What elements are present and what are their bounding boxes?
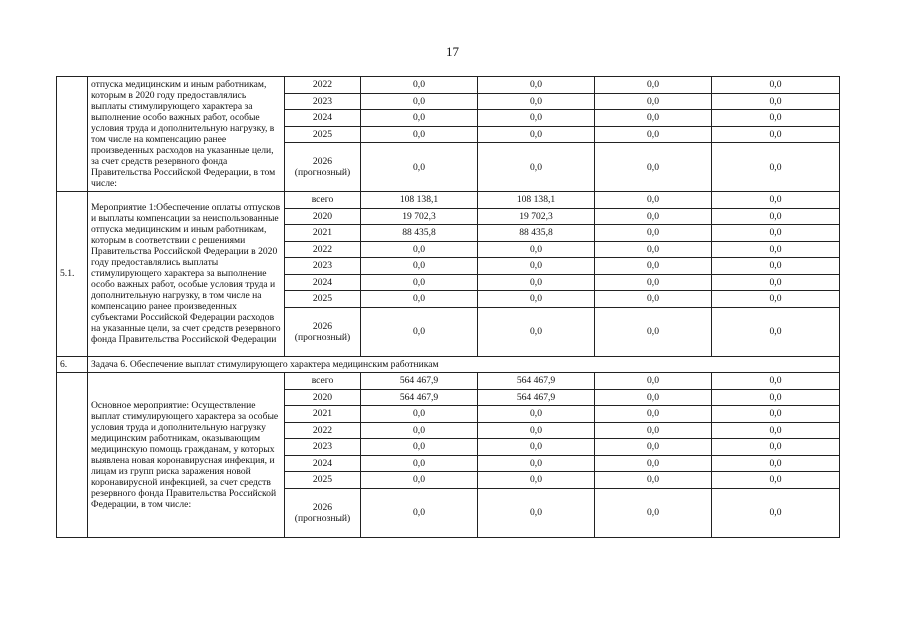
amount-cell: 0,0 (595, 225, 712, 242)
amount-cell: 0,0 (712, 192, 840, 209)
table-block-c (57, 373, 840, 538)
year-cell: 2021 (285, 225, 361, 242)
page-number: 17 (446, 44, 459, 59)
amount-cell: 0,0 (712, 389, 840, 406)
amount-cell: 0,0 (712, 439, 840, 456)
year-cell: всего (285, 192, 361, 209)
amount-cell: 0,0 (595, 192, 712, 209)
amount-cell: 0,0 (595, 77, 712, 94)
year-cell: 2021 (285, 406, 361, 423)
amount-cell: 0,0 (712, 143, 840, 192)
year-cell: 2023 (285, 93, 361, 110)
table-row (57, 373, 840, 390)
activity-description: Мероприятие 1:Обеспечение оплаты отпусков и выплаты компенсации за неиспользованные отпуска медицинским и иным работникам, которым в соответствии с решениями Правительства Российской Федерации в 2020 году предоставлялись выплаты стимулирующего характера за выполнение особо важных работ, особые условия труда и дополнительную нагрузку, в том числе на компенсацию ранее произведенных субъектами Российской Федерации расходов на указанные цели, за счет средств резервного фонда Правительства Российской Федерации (88, 192, 285, 357)
amount-cell: 564 467,9 (361, 389, 478, 406)
amount-cell: 0,0 (478, 291, 595, 308)
amount-cell: 0,0 (478, 143, 595, 192)
amount-cell: 0,0 (595, 93, 712, 110)
amount-cell: 564 467,9 (478, 389, 595, 406)
row-number (57, 373, 88, 538)
year-cell: всего (285, 373, 361, 390)
amount-cell: 0,0 (478, 77, 595, 94)
amount-cell: 0,0 (595, 307, 712, 356)
year-cell: 2022 (285, 241, 361, 258)
amount-cell: 0,0 (595, 241, 712, 258)
amount-cell: 0,0 (478, 241, 595, 258)
amount-cell: 0,0 (595, 389, 712, 406)
year-cell: 2025 (285, 291, 361, 308)
year-cell: 2026 (прогнозный) (285, 488, 361, 537)
amount-cell: 0,0 (478, 455, 595, 472)
amount-cell: 0,0 (595, 406, 712, 423)
amount-cell: 108 138,1 (361, 192, 478, 209)
year-cell: 2023 (285, 258, 361, 275)
amount-cell: 0,0 (595, 110, 712, 127)
year-cell: 2025 (285, 472, 361, 489)
amount-cell: 0,0 (595, 258, 712, 275)
amount-cell: 564 467,9 (361, 373, 478, 390)
activity-description: отпуска медицинским и иным работникам, которым в 2020 году предоставлялись выплаты стимулирующего характера за выполнение особо важных работ, особые условия труда и дополнительную нагрузку, в том числе на компенсацию ранее произведенных расходов на указанные цели, за счет средств резервного фонда Правительства Российской Федерации, в том числе: (88, 77, 285, 192)
amount-cell: 0,0 (712, 241, 840, 258)
task-title: Задача 6. Обеспечение выплат стимулирующего характера медицинским работникам (88, 356, 840, 373)
amount-cell: 0,0 (478, 110, 595, 127)
amount-cell: 0,0 (712, 110, 840, 127)
amount-cell: 0,0 (361, 307, 478, 356)
amount-cell: 0,0 (361, 274, 478, 291)
amount-cell: 0,0 (361, 472, 478, 489)
amount-cell: 0,0 (712, 208, 840, 225)
year-cell: 2022 (285, 422, 361, 439)
amount-cell: 0,0 (595, 126, 712, 143)
amount-cell: 0,0 (361, 110, 478, 127)
amount-cell: 0,0 (595, 455, 712, 472)
amount-cell: 0,0 (712, 373, 840, 390)
amount-cell: 0,0 (361, 126, 478, 143)
amount-cell: 0,0 (712, 291, 840, 308)
amount-cell: 0,0 (478, 439, 595, 456)
amount-cell: 88 435,8 (361, 225, 478, 242)
amount-cell: 0,0 (712, 274, 840, 291)
table-row (57, 192, 840, 209)
amount-cell: 0,0 (595, 472, 712, 489)
amount-cell: 0,0 (712, 406, 840, 423)
amount-cell: 19 702,3 (478, 208, 595, 225)
year-cell: 2022 (285, 77, 361, 94)
amount-cell: 0,0 (361, 241, 478, 258)
year-cell: 2026 (прогнозный) (285, 307, 361, 356)
year-cell: 2025 (285, 126, 361, 143)
amount-cell: 0,0 (361, 439, 478, 456)
amount-cell: 0,0 (712, 307, 840, 356)
row-number: 5.1. (57, 192, 88, 357)
amount-cell: 0,0 (595, 488, 712, 537)
table-block-a (57, 77, 840, 192)
amount-cell: 0,0 (361, 258, 478, 275)
amount-cell: 0,0 (712, 472, 840, 489)
amount-cell: 0,0 (712, 488, 840, 537)
amount-cell: 0,0 (712, 126, 840, 143)
amount-cell: 0,0 (361, 488, 478, 537)
task-number: 6. (57, 356, 88, 373)
task-row-group (57, 356, 840, 373)
amount-cell: 0,0 (478, 258, 595, 275)
amount-cell: 0,0 (712, 422, 840, 439)
amount-cell: 108 138,1 (478, 192, 595, 209)
year-cell: 2020 (285, 389, 361, 406)
amount-cell: 0,0 (595, 422, 712, 439)
year-cell: 2024 (285, 274, 361, 291)
amount-cell: 0,0 (478, 472, 595, 489)
budget-table (56, 76, 840, 538)
amount-cell: 88 435,8 (478, 225, 595, 242)
amount-cell: 19 702,3 (361, 208, 478, 225)
year-cell: 2020 (285, 208, 361, 225)
amount-cell: 0,0 (361, 455, 478, 472)
amount-cell: 0,0 (361, 143, 478, 192)
amount-cell: 0,0 (712, 258, 840, 275)
year-cell: 2024 (285, 455, 361, 472)
amount-cell: 0,0 (712, 455, 840, 472)
amount-cell: 0,0 (361, 406, 478, 423)
task-row (57, 356, 840, 373)
row-number (57, 77, 88, 192)
amount-cell: 0,0 (712, 77, 840, 94)
table-block-b (57, 192, 840, 357)
amount-cell: 0,0 (595, 274, 712, 291)
amount-cell: 0,0 (595, 291, 712, 308)
year-cell: 2023 (285, 439, 361, 456)
amount-cell: 0,0 (361, 422, 478, 439)
amount-cell: 0,0 (361, 291, 478, 308)
amount-cell: 0,0 (361, 93, 478, 110)
amount-cell: 564 467,9 (478, 373, 595, 390)
amount-cell: 0,0 (478, 406, 595, 423)
amount-cell: 0,0 (361, 77, 478, 94)
amount-cell: 0,0 (595, 208, 712, 225)
amount-cell: 0,0 (595, 143, 712, 192)
amount-cell: 0,0 (478, 422, 595, 439)
amount-cell: 0,0 (712, 93, 840, 110)
year-cell: 2024 (285, 110, 361, 127)
amount-cell: 0,0 (478, 307, 595, 356)
table-row (57, 77, 840, 94)
amount-cell: 0,0 (595, 373, 712, 390)
amount-cell: 0,0 (595, 439, 712, 456)
activity-description: Основное мероприятие: Осуществление выплат стимулирующего характера за особые условия труда и дополнительную нагрузку медицинским работникам, оказывающим медицинскую помощь гражданам, у которых выявлена новая коронавирусная инфекция, и лицам из групп риска заражения новой коронавирусной инфекцией, за счет средств резервного фонда Правительства Российской Федерации, в том числе: (88, 373, 285, 538)
amount-cell: 0,0 (478, 274, 595, 291)
amount-cell: 0,0 (712, 225, 840, 242)
amount-cell: 0,0 (478, 488, 595, 537)
year-cell: 2026 (прогнозный) (285, 143, 361, 192)
amount-cell: 0,0 (478, 93, 595, 110)
amount-cell: 0,0 (478, 126, 595, 143)
